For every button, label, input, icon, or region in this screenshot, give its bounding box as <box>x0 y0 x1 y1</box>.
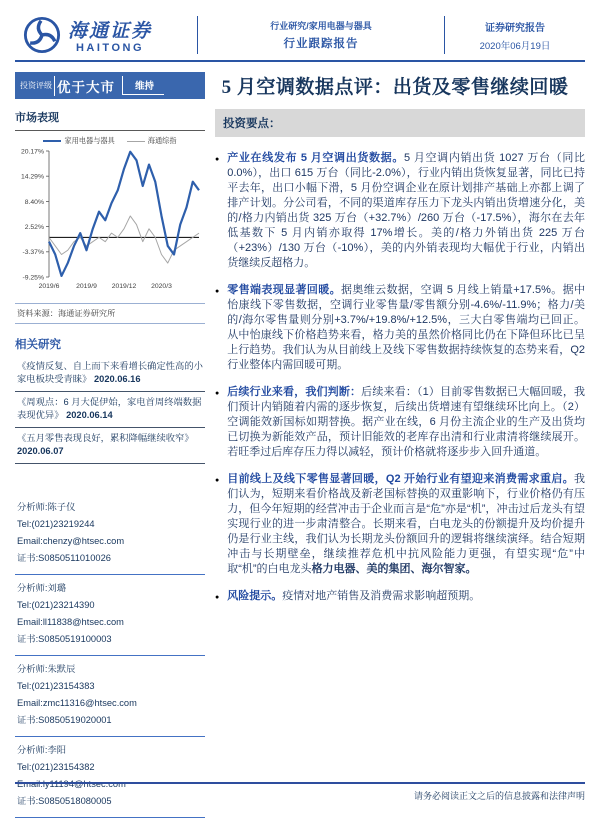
bullet-item <box>215 385 585 460</box>
research-title: 《疫情反复、自上而下来看增长确定性高的小家电板块受青睐》 <box>17 361 203 384</box>
bullet-item <box>215 589 585 605</box>
bullet-lead: 产业在线发布 5 月空调出货数据。 <box>227 152 405 164</box>
key-points-list <box>215 151 585 605</box>
bullet-text <box>227 283 585 373</box>
analyst-email: Email:zmc11316@htsec.com <box>17 698 137 708</box>
report-page <box>0 16 600 816</box>
svg-text:2020/3: 2020/3 <box>151 283 172 290</box>
bullet-text <box>227 151 585 271</box>
bullet-tail: 格力电器、美的集团、海尔智家。 <box>311 563 477 575</box>
rating-value: 优于大市 <box>54 76 115 96</box>
analyst-email: Email:chenzy@htsec.com <box>17 536 125 546</box>
key-points-heading: 投资要点： <box>215 109 585 137</box>
legend-label-industry: 家用电器与器具 <box>64 136 115 145</box>
analyst-tel: Tel:(021)23154382 <box>17 762 95 772</box>
analyst-email: Email:ly11194@htsec.com <box>17 779 126 789</box>
research-date: 2020.06.14 <box>66 410 113 420</box>
haitong-logo <box>15 16 197 54</box>
bullet-item <box>215 283 585 373</box>
svg-text:2019/6: 2019/6 <box>38 283 60 290</box>
market-performance-chart <box>15 130 205 299</box>
svg-text:2019/12: 2019/12 <box>111 283 137 290</box>
analyst-block <box>15 737 205 818</box>
analyst-cert: 证书:S0850511010026 <box>17 553 111 563</box>
analyst-cert: 证书:S0850519020001 <box>17 715 112 725</box>
svg-text:-9.25%: -9.25% <box>22 274 44 282</box>
analyst-tel: Tel:(021)23219244 <box>17 519 95 529</box>
logo-chinese-name: 海通证券 <box>68 21 153 42</box>
research-date: 2020.06.16 <box>93 374 141 384</box>
bullet-marker: ● <box>215 390 220 397</box>
analyst-name: 分析师:李阳 <box>17 745 67 755</box>
main-content <box>215 109 585 617</box>
svg-text:2.52%: 2.52% <box>24 223 44 231</box>
rating-status: 维持 <box>122 76 164 95</box>
research-title: 《周观点：6 月大促伊始，家电首周终端数据表现优异》 <box>17 397 202 420</box>
page-title: 5 月空调数据点评：出货及零售继续回暖 <box>221 77 569 98</box>
chart-canvas <box>15 146 205 294</box>
bullet-text <box>227 385 585 460</box>
research-date: 2020.06.07 <box>17 446 64 456</box>
bullet-lead: 零售端表现显著回暖。 <box>227 284 341 296</box>
bullet-lead: 目前线上及线下零售显著回暖，Q2 开始行业有望迎来消费需求重启。 <box>227 473 574 485</box>
analyst-name: 分析师:陈子仪 <box>17 502 76 512</box>
research-item <box>15 428 205 464</box>
analyst-name: 分析师:刘璐 <box>17 583 67 593</box>
legend-swatch-blue <box>43 140 61 143</box>
investment-rating-bar <box>15 72 205 99</box>
svg-text:14.29%: 14.29% <box>20 173 44 181</box>
chart-source: 资料来源：海通证券研究所 <box>15 303 205 324</box>
analyst-block <box>15 494 205 575</box>
bullet-text <box>227 589 480 605</box>
research-title: 《五月零售表现良好，累积降幅继续收窄》 <box>17 433 194 443</box>
bullet-body: 据奥维云数据，空调 5 月线上销量+17.5%。据中怡康线下零售数据，空调行业零售量/零售额分别-4.6%/-11.9%；格力/美的/海尔零售量则分别+3.7%/+19.8%/+12.5%，三大白零售端均已回正。从中怡康线下价格趋势来看，格力美的虽然价格同比仍在下降但环比已呈上行趋势。我们认为从目前线上及线下零售数据持续恢复的态势来看，Q2 行业整体内需回暖可期。 <box>227 284 585 371</box>
industry-category: 行业研究/家用电器与器具 <box>270 21 372 31</box>
sidebar <box>15 109 205 818</box>
report-category: 证券研究报告 <box>485 22 545 34</box>
chart-legend <box>15 136 205 146</box>
svg-text:8.40%: 8.40% <box>24 198 44 206</box>
analyst-email: Email:ll11838@htsec.com <box>17 617 124 627</box>
report-type: 行业跟踪报告 <box>283 38 359 50</box>
legend-item-industry <box>43 136 114 146</box>
haitong-emblem-icon <box>23 16 61 54</box>
bullet-lead: 后续行业来看，我们判断： <box>227 386 362 398</box>
bullet-lead: 风险提示。 <box>227 590 283 602</box>
header-right <box>445 16 585 54</box>
related-research-heading: 相关研究 <box>15 339 61 351</box>
logo-english-name: HAITONG <box>75 42 145 54</box>
report-date: 2020年06月19日 <box>479 40 551 52</box>
title-row <box>15 72 585 99</box>
analyst-block <box>15 656 205 737</box>
research-item <box>15 392 205 428</box>
analyst-name: 分析师:朱默辰 <box>17 664 76 674</box>
header-center <box>198 16 444 54</box>
related-research-list <box>15 356 205 464</box>
svg-text:-3.37%: -3.37% <box>22 249 44 257</box>
header-rule <box>15 60 585 62</box>
svg-text:20.17%: 20.17% <box>20 148 44 156</box>
footer-disclaimer: 请务必阅读正文之后的信息披露和法律声明 <box>15 782 585 802</box>
logo-text <box>68 16 152 54</box>
bullet-body: 我们认为，短期来看价格战及新老国标替换的双重影响下，行业价格仍有压力，但今年短期的经营冲击于企业而言是“危”亦是“机”，冲击过后龙头有望实现行业的进一步肃清整合。长期来看，白电龙头的份额提升及均价提升仍是行业主线，我们认为长期龙头份额回升的逻辑将继续演绎。结合短期冲击与长期壁垒，继续推荐危机中抗风险能力更强，有望实现“危”中取“机”的白电龙头 <box>227 473 585 575</box>
legend-label-index: 海通综指 <box>147 136 177 145</box>
bullet-body: 疫情对地产销售及消费需求影响超预期。 <box>282 590 481 602</box>
bullet-body: 5 月空调内销出货 1027 万台（同比 0.0%），出口 615 万台（同比-2.0%），行业内销出货恢复显著，同比已持平去年，出口小幅下滑，5 月份空调企业在原计划排产基础上亦都上调了排产计划。分公司看，不同的渠道库存压力下龙头内销出货增速分化，美的/格力内销出货 325 万台（+32.7%）/260 万台（-17.5%），海尔在去年低基数下 5 月内销亦取得 17%增长。美的/格力外销出货 225 万台（+23%）/130 万台（-10%），美的内外销表现均大幅优于行业，内销出货继续反超格力。 <box>227 152 585 269</box>
bullet-text <box>227 472 585 577</box>
bullet-marker: ● <box>215 594 220 601</box>
analyst-cert: 证书:S0850519100003 <box>17 634 112 644</box>
content-columns <box>15 109 585 818</box>
market-performance-heading: 市场表现 <box>15 112 59 124</box>
research-item <box>15 356 205 392</box>
analyst-cert: 证书:S0850518080005 <box>17 796 112 806</box>
svg-text:2019/9: 2019/9 <box>76 283 97 290</box>
analyst-tel: Tel:(021)23214390 <box>17 600 95 610</box>
bullet-marker: ● <box>215 156 220 163</box>
bullet-marker: ● <box>215 477 220 484</box>
analyst-tel: Tel:(021)23154383 <box>17 681 95 691</box>
bullet-item <box>215 151 585 271</box>
bullet-marker: ● <box>215 288 220 295</box>
legend-swatch-gray <box>127 141 145 142</box>
analyst-list <box>15 494 205 818</box>
legend-item-index <box>127 136 177 146</box>
rating-label: 投资评级 <box>20 81 52 90</box>
bullet-body: 后续来看：（1）目前零售数据已大幅回暖，我们预计内销随着内需的逐步恢复，后续出货增速有望继续环比向上。（2）空调能效新国标如期替换。据产业在线，6 月份主流企业的生产及出货均已切换为新能效产品，预计旧能效的老库存出清和行业肃清将继续展开。若旺季过后库存压力得以减轻，预计价格就将逐步步入回升通道。 <box>227 386 586 458</box>
bullet-item <box>215 472 585 577</box>
report-header <box>15 16 585 54</box>
analyst-block <box>15 575 205 656</box>
